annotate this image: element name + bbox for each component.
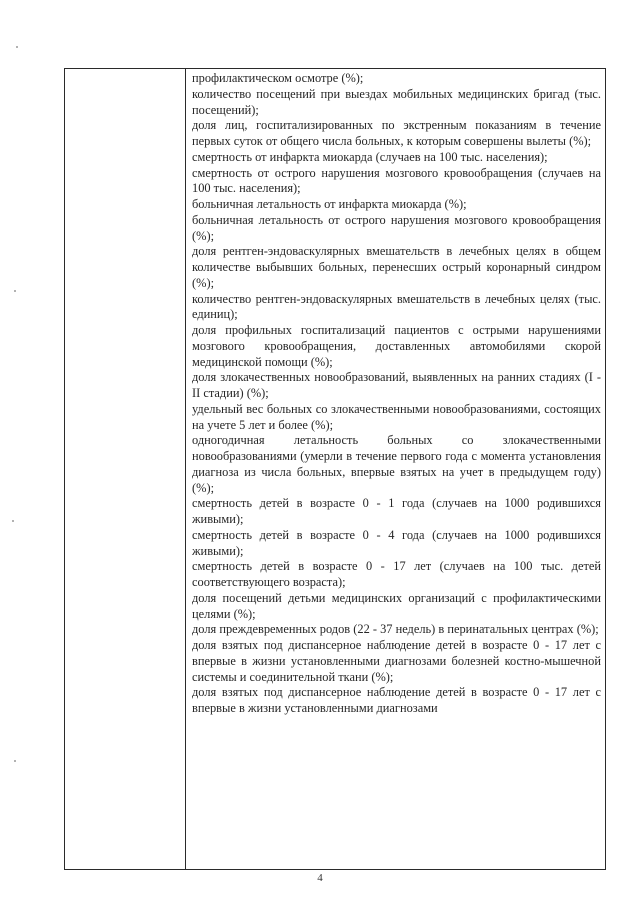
scan-speck (12, 520, 14, 522)
column-divider (185, 69, 186, 869)
page-number: 4 (317, 872, 323, 884)
indicator-list (192, 71, 601, 717)
indicator-paragraph: количество посещений при выездах мобильных медицинских бригад (тыс. посещений); (192, 86, 601, 117)
scan-speck (16, 46, 18, 48)
indicator-paragraph: доля преждевременных родов (22 - 37 недель) в перинатальных центрах (%); (192, 622, 599, 637)
indicator-paragraph: доля злокачественных новообразований, выявленных на ранних стадиях (I - II стадии) (%); (192, 370, 601, 400)
indicator-paragraph: доля посещений детьми медицинских организаций с профилактическими целями (%); (192, 590, 601, 621)
indicator-paragraph: смертность детей в возрасте 0 - 1 года (случаев на 1000 родившихся живыми); (192, 496, 601, 526)
indicator-paragraph: профилактическом осмотре (%); (192, 71, 364, 85)
indicator-paragraph: смертность от инфаркта миокарда (случаев на 100 тыс. населения); (192, 149, 548, 164)
indicator-paragraph: доля профильных госпитализаций пациентов с острыми нарушениями мозгового кровообращения, доставленных автомобилями скорой медицинской помощи (%); (192, 323, 601, 369)
indicator-paragraph: одногодичная летальность больных со злокачественными новообразованиями (умерли в течение первого года с момента установления диагноза из числа больных, впервые взятых на учет в предыдущем году) (%); (192, 433, 601, 495)
indicator-paragraph: больничная летальность от острого нарушения мозгового кровообращения (%); (192, 212, 601, 243)
indicator-paragraph: смертность детей в возрасте 0 - 4 года (случаев на 1000 родившихся живыми); (192, 527, 601, 558)
indicator-paragraph: смертность детей в возрасте 0 - 17 лет (случаев на 100 тыс. детей соответствующего возраста); (192, 559, 601, 589)
indicator-paragraph: доля взятых под диспансерное наблюдение детей в возрасте 0 - 17 лет с впервые в жизни установленными диагнозами болезней костно-мышечной системы и соединительной ткани (%); (192, 638, 601, 684)
indicator-paragraph: количество рентген-эндоваскулярных вмешательств в лечебных целях (тыс. единиц); (192, 291, 601, 322)
indicator-table (64, 68, 606, 870)
scan-speck (14, 290, 16, 292)
indicator-paragraph: доля рентген-эндоваскулярных вмешательств в лечебных целях в общем количестве выбывших больных, перенесших острый коронарный синдром (%); (192, 244, 601, 290)
indicator-paragraph: смертность от острого нарушения мозгового кровообращения (случаев на 100 тыс. населения); (192, 165, 601, 196)
indicator-paragraph: доля взятых под диспансерное наблюдение детей в возрасте 0 - 17 лет с впервые в жизни установленными диагнозами (192, 685, 601, 715)
indicator-paragraph: больничная летальность от инфаркта миокарда (%); (192, 197, 467, 211)
indicator-paragraph: доля лиц, госпитализированных по экстренным показаниям в течение первых суток от общего числа больных, к которым совершены вылеты (%); (192, 118, 601, 148)
scan-speck (14, 760, 16, 762)
indicator-paragraph: удельный вес больных со злокачественными новообразованиями, состоящих на учете 5 лет и более (%); (192, 401, 601, 432)
